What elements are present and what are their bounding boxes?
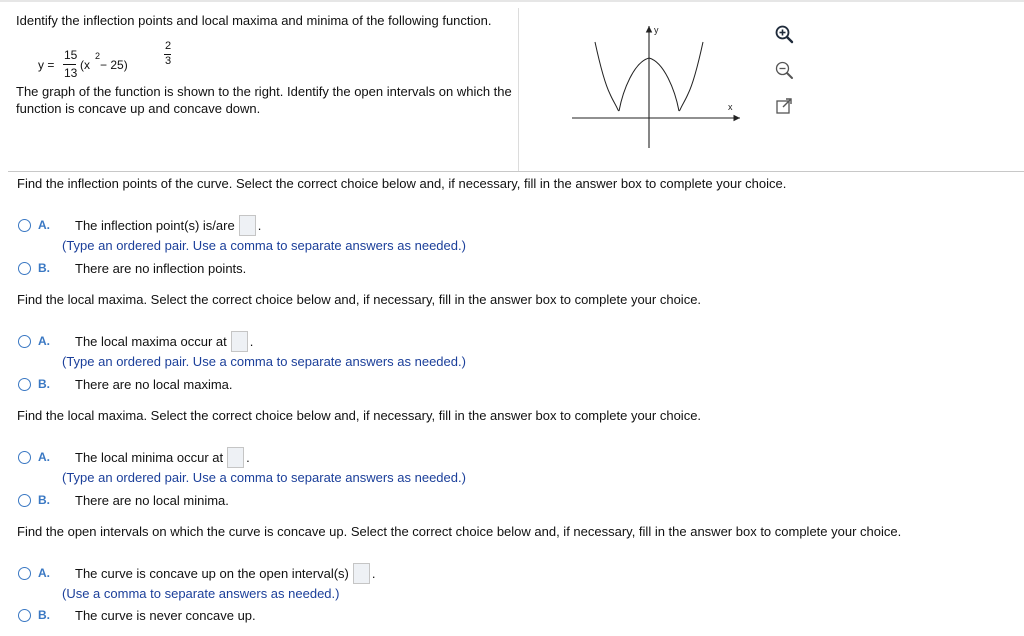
choice-label: There are no inflection points.	[75, 260, 247, 276]
question-prompt-minima: Find the local maxima. Select the correct choice below and, if necessary, fill in the answer box to complete your choice.	[17, 408, 702, 423]
zoom-out-button[interactable]	[772, 59, 796, 81]
fraction-numerator: 15	[64, 48, 78, 62]
base-open: (x	[80, 58, 90, 72]
question-prompt-inflection: Find the inflection points of the curve. Select the correct choice below and, if necessary, fill in the answer box to complete your choice.	[17, 176, 787, 191]
exponent-numerator: 2	[165, 40, 172, 52]
choice-inflection-b[interactable]	[18, 259, 246, 277]
zoom-out-icon	[774, 60, 794, 80]
radio-button[interactable]	[18, 378, 31, 391]
choice-letter: A.	[38, 566, 50, 580]
choice-label: The local maxima occur at	[75, 333, 227, 349]
choice-label: The inflection point(s) is/are	[75, 217, 235, 233]
choice-letter: B.	[38, 377, 50, 391]
choice-letter: B.	[38, 493, 50, 507]
choice-label: The curve is never concave up.	[75, 607, 256, 623]
choice-letter: B.	[38, 608, 50, 622]
radio-button[interactable]	[18, 609, 31, 622]
graph-svg	[568, 20, 748, 150]
question-prompt-maxima: Find the local maxima. Select the correct choice below and, if necessary, fill in the answer box to complete your choice.	[17, 292, 702, 307]
radio-button[interactable]	[18, 262, 31, 275]
x-axis-label: x	[728, 102, 733, 112]
popout-button[interactable]	[772, 95, 796, 117]
radio-button[interactable]	[18, 451, 31, 464]
answer-hint: (Type an ordered pair. Use a comma to separate answers as needed.)	[62, 354, 466, 369]
zoom-in-icon	[774, 24, 794, 44]
choice-maxima-b[interactable]	[18, 375, 233, 393]
choice-maxima-a[interactable]	[18, 332, 253, 350]
curve-right-branch	[679, 42, 703, 111]
choice-minima-b[interactable]	[18, 491, 229, 509]
question-prompt-concave-up: Find the open intervals on which the curve is concave up. Select the correct choice below and, if necessary, fill in the answer box to complete your choice.	[17, 524, 902, 539]
problem-intro: Identify the inflection points and local maxima and minima of the following function.	[16, 13, 492, 28]
equation-lhs: y =	[38, 58, 55, 72]
choice-text: The local maxima occur at .	[75, 331, 253, 352]
choice-letter: A.	[38, 450, 50, 464]
top-rule	[0, 0, 1024, 2]
answer-input[interactable]	[227, 447, 244, 468]
choice-minima-a[interactable]	[18, 448, 250, 466]
vertical-divider	[518, 8, 519, 171]
function-graph[interactable]	[568, 20, 748, 153]
choice-letter: B.	[38, 261, 50, 275]
choice-letter: A.	[38, 334, 50, 348]
choice-letter: A.	[38, 218, 50, 232]
radio-button[interactable]	[18, 219, 31, 232]
choice-concave-up-a[interactable]	[18, 564, 376, 582]
y-axis-label: y	[654, 25, 659, 35]
answer-hint: (Type an ordered pair. Use a comma to separate answers as needed.)	[62, 470, 466, 485]
choice-inflection-a[interactable]	[18, 216, 261, 234]
choice-text: The curve is concave up on the open interval(s) .	[75, 563, 376, 584]
inner-exponent: 2	[95, 51, 101, 61]
radio-button[interactable]	[18, 335, 31, 348]
curve-left-branch	[595, 42, 619, 111]
choice-label: There are no local minima.	[75, 492, 229, 508]
choice-label: The local minima occur at	[75, 449, 224, 465]
answer-hint: (Use a comma to separate answers as needed.)	[62, 586, 340, 601]
base-close: − 25)	[100, 58, 128, 72]
graph-description: The graph of the function is shown to the right. Identify the open intervals on which the function is concave up and concave down.	[16, 84, 512, 116]
popout-icon	[774, 96, 794, 116]
fraction-denominator: 13	[64, 66, 78, 80]
choice-text: The local minima occur at .	[75, 447, 250, 468]
answer-input[interactable]	[231, 331, 248, 352]
zoom-in-button[interactable]	[772, 23, 796, 45]
answer-input[interactable]	[353, 563, 370, 584]
fraction-bar	[63, 64, 76, 65]
radio-button[interactable]	[18, 567, 31, 580]
choice-label: There are no local maxima.	[75, 376, 233, 392]
exponent-denominator: 3	[165, 55, 172, 67]
answer-input[interactable]	[239, 215, 256, 236]
choice-concave-up-b[interactable]	[18, 606, 256, 624]
answer-hint: (Type an ordered pair. Use a comma to separate answers as needed.)	[62, 238, 466, 253]
radio-button[interactable]	[18, 494, 31, 507]
choice-label: The curve is concave up on the open interval(s)	[75, 565, 349, 581]
section-divider	[8, 171, 1024, 172]
choice-text: The inflection point(s) is/are .	[75, 215, 261, 236]
